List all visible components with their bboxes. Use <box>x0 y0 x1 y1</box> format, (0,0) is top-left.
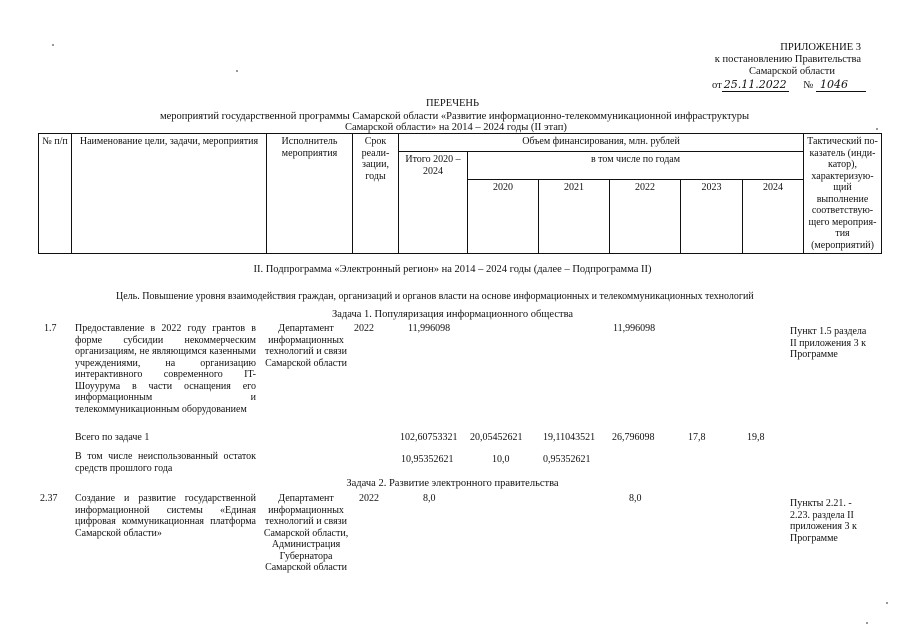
appendix-number: 1046 <box>816 78 866 92</box>
col-year-2023: 2023 <box>681 180 743 254</box>
table-header <box>38 133 882 254</box>
appendix-line1: к постановлению Правительства <box>714 54 861 65</box>
col-indicator: Тактический по-казатель (инди-катор), характеризую-щий выполнение соответствую-щего мероприя-тия (мероприятий) <box>804 134 882 254</box>
col-year-2021: 2021 <box>539 180 610 254</box>
appendix-no: № <box>803 80 814 91</box>
subprogram-heading: II. Подпрограмма «Электронный регион» на 2014 – 2024 годы (далее – Подпрограмма II) <box>253 264 652 275</box>
appendix-line2: Самарской области <box>749 66 835 77</box>
col-funding: Объем финансирования, млн. рублей <box>399 134 804 152</box>
list-title: ПЕРЕЧЕНЬ <box>425 98 480 109</box>
total-task1-2022: 26,796098 <box>612 432 655 443</box>
row-1-7-2022: 11,996098 <box>613 323 656 334</box>
goal-text: Цель. Повышение уровня взаимодействия граждан, организаций и органов власти на основе информационных и телекоммуникационных технологий <box>116 291 754 302</box>
row-1-7-name: Предоставление в 2022 году грантов в форме субсидии некоммерческим организациям, не являющимся казенными учреждениями, на организацию интерактивного современного IT-Шоуурума в части оснащения его информационным и телекоммуникационным оборудованием <box>75 323 256 415</box>
task2-heading: Задача 2. Развитие электронного правительства <box>346 478 559 489</box>
appendix-date: 25.11.2022 <box>723 78 787 91</box>
appendix-from: от <box>712 80 722 91</box>
col-by-years: в том числе по годам <box>468 152 804 180</box>
scan-speck <box>52 44 54 46</box>
row-1-7-executor: Департамент информационных технологий и связи Самарской области <box>265 323 347 369</box>
row-2-37-total: 8,0 <box>423 493 436 504</box>
scan-speck <box>876 128 878 130</box>
remainder-label: В том числе неиспользованный остаток средств прошлого года <box>75 451 256 474</box>
scan-speck <box>236 70 238 72</box>
row-1-7-indicator: Пункт 1.5 раздела II приложения 3 к Программе <box>790 326 867 360</box>
total-task1-2021: 19,11043521 <box>543 432 596 443</box>
row-1-7-total: 11,996098 <box>408 323 451 334</box>
col-term: Срок реали-зации, годы <box>353 134 399 254</box>
total-task1-total: 102,60753321 <box>400 432 458 443</box>
scan-speck <box>886 602 888 604</box>
row-2-37-2022: 8,0 <box>629 493 642 504</box>
col-name: Наименование цели, задачи, мероприятия <box>72 134 267 254</box>
row-2-37-indicator: Пункты 2.21. - 2.23. раздела II приложения 3 к Программе <box>790 498 857 544</box>
remainder-2021: 0,95352621 <box>543 454 591 465</box>
task1-heading: Задача 1. Популяризация информационного общества <box>331 309 574 320</box>
col-year-2022: 2022 <box>610 180 681 254</box>
remainder-total: 10,95352621 <box>401 454 454 465</box>
list-subtitle-line2: Самарской области» на 2014 – 2024 годы (II этап) <box>345 122 567 133</box>
col-num: № п/п <box>39 134 72 254</box>
col-executor: Исполнитель мероприятия <box>267 134 353 254</box>
col-total: Итого 2020 – 2024 <box>399 152 468 254</box>
total-task1-2020: 20,05452621 <box>470 432 523 443</box>
row-2-37-executor: Департамент информационных технологий и связи Самарской области, Администрация Губернатора Самарской области <box>263 493 349 573</box>
remainder-2020: 10,0 <box>492 454 510 465</box>
total-task1-label: Всего по задаче 1 <box>75 432 150 443</box>
row-1-7-term: 2022 <box>354 323 374 334</box>
row-2-37-num: 2.37 <box>40 493 58 504</box>
row-2-37-term: 2022 <box>359 493 379 504</box>
total-task1-2023: 17,8 <box>688 432 706 443</box>
col-year-2020: 2020 <box>468 180 539 254</box>
scan-speck <box>866 622 868 624</box>
row-1-7-num: 1.7 <box>44 323 57 334</box>
col-year-2024: 2024 <box>743 180 804 254</box>
list-subtitle-line1: мероприятий государственной программы Самарской области «Развитие информационно-телекоммуникационной инфраструктуры <box>160 111 750 122</box>
row-2-37-name: Создание и развитие государственной информационной системы «Единая цифровая коммуникационная платформа Самарской области» <box>75 493 256 539</box>
appendix-title: ПРИЛОЖЕНИЕ 3 <box>780 42 861 53</box>
total-task1-2024: 19,8 <box>747 432 765 443</box>
appendix-date-line <box>712 78 866 91</box>
